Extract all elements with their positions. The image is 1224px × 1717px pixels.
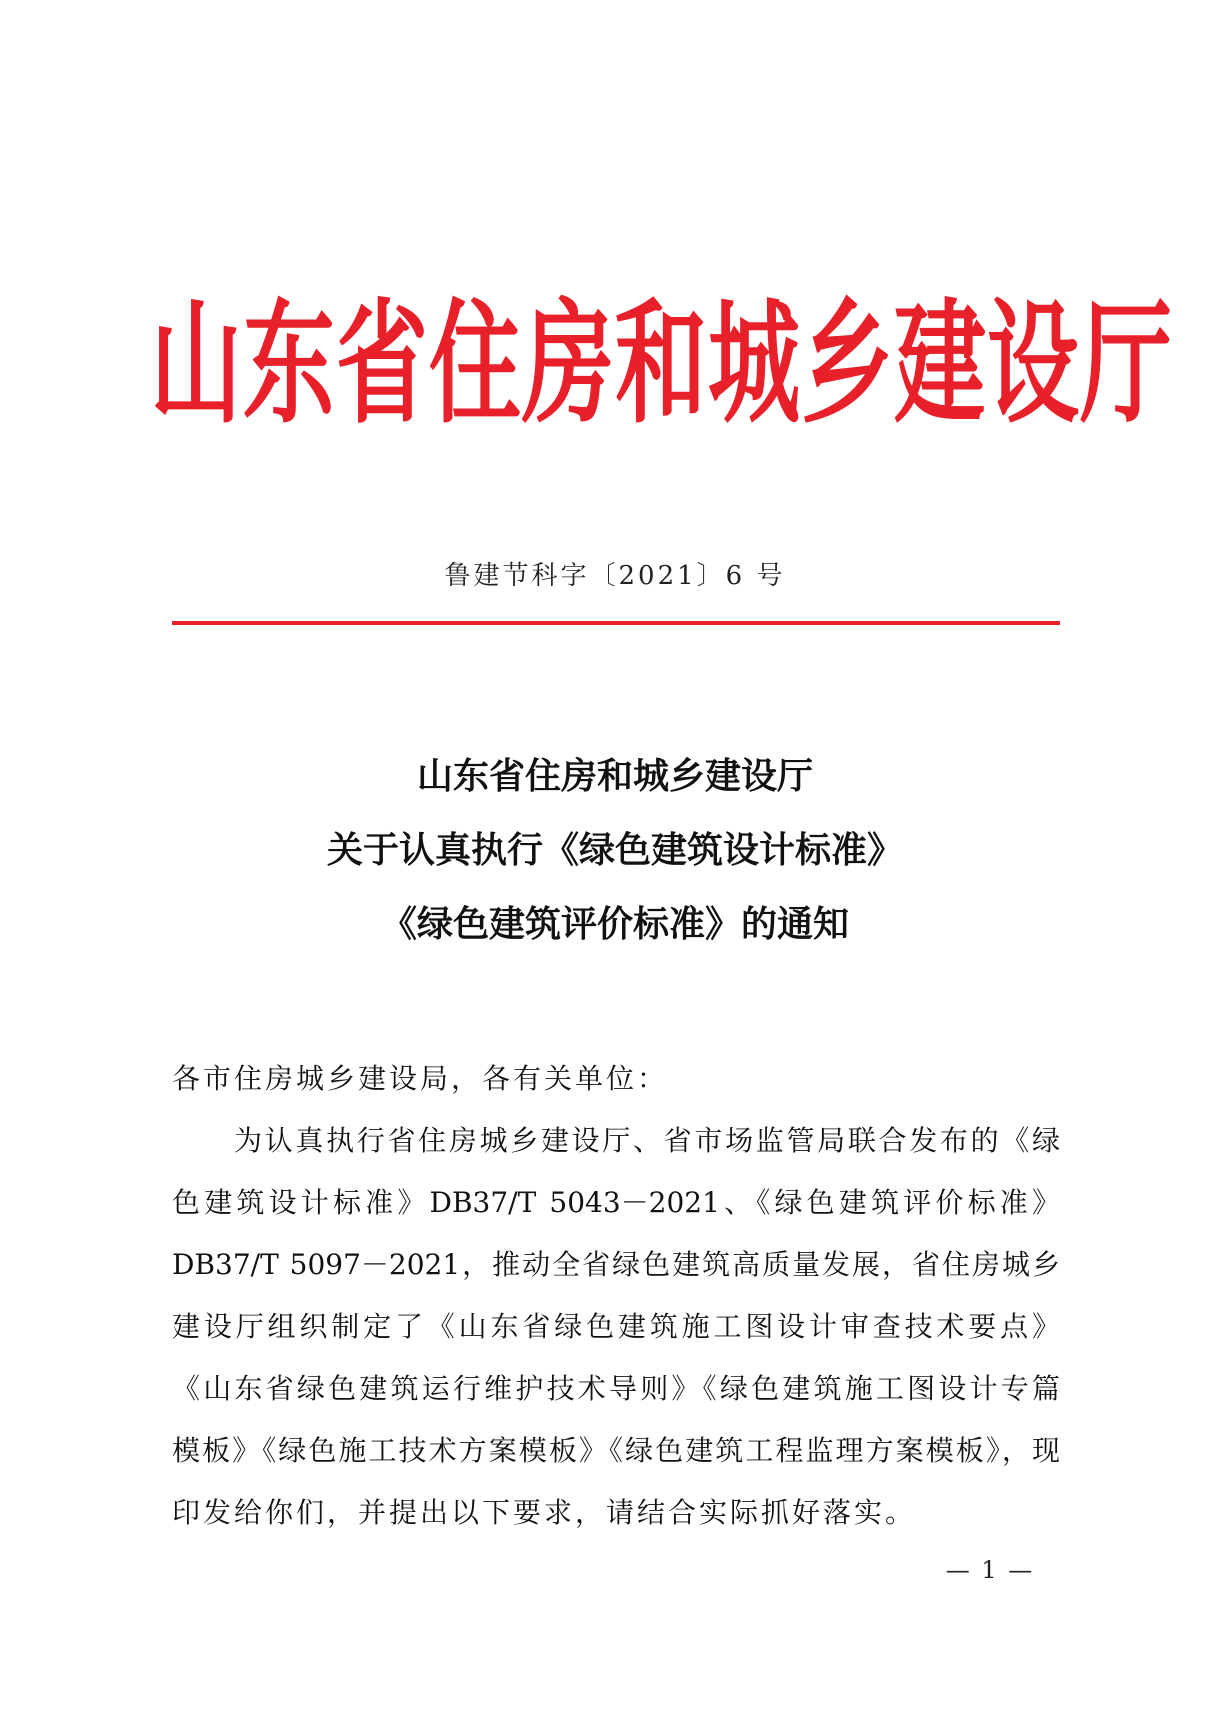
page-number: — 1 — <box>945 1556 1035 1584</box>
paragraph-line: DB37/T 5097－2021，推动全省绿色建筑高质量发展，省住房城乡 <box>172 1248 1060 1281</box>
title-line: 《绿色建筑评价标准》的通知 <box>380 904 849 945</box>
paragraph-line: 印发给你们，并提出以下要求，请结合实际抓好落实。 <box>172 1496 917 1529</box>
red-divider-line <box>172 621 1060 625</box>
document-title <box>150 740 1080 962</box>
paragraph-line: 色建筑设计标准》DB37/T 5043－2021、《绿色建筑评价标准》 <box>172 1186 1060 1219</box>
paragraph-line: 模板》《绿色施工技术方案模板》《绿色建筑工程监理方案模板》，现 <box>172 1434 1060 1467</box>
paragraph-line: 建设厅组织制定了《山东省绿色建筑施工图设计审查技术要点》 <box>172 1310 1060 1343</box>
paragraph-line: 为认真执行省住房城乡建设厅、省市场监管局联合发布的《绿 <box>234 1124 1060 1157</box>
issuer-masthead: 山东省住房和城乡建设厅 <box>150 286 1174 442</box>
title-line: 关于认真执行《绿色建筑设计标准》 <box>326 830 903 871</box>
salutation: 各市住房城乡建设局，各有关单位： <box>172 1062 669 1095</box>
document-number: 鲁建节科字〔2021〕6 号 <box>444 561 786 591</box>
paragraph-line: 《山东省绿色建筑运行维护技术导则》《绿色建筑施工图设计专篇 <box>172 1372 1060 1405</box>
document-body <box>172 1048 1060 1544</box>
title-line: 山东省住房和城乡建设厅 <box>416 756 813 797</box>
